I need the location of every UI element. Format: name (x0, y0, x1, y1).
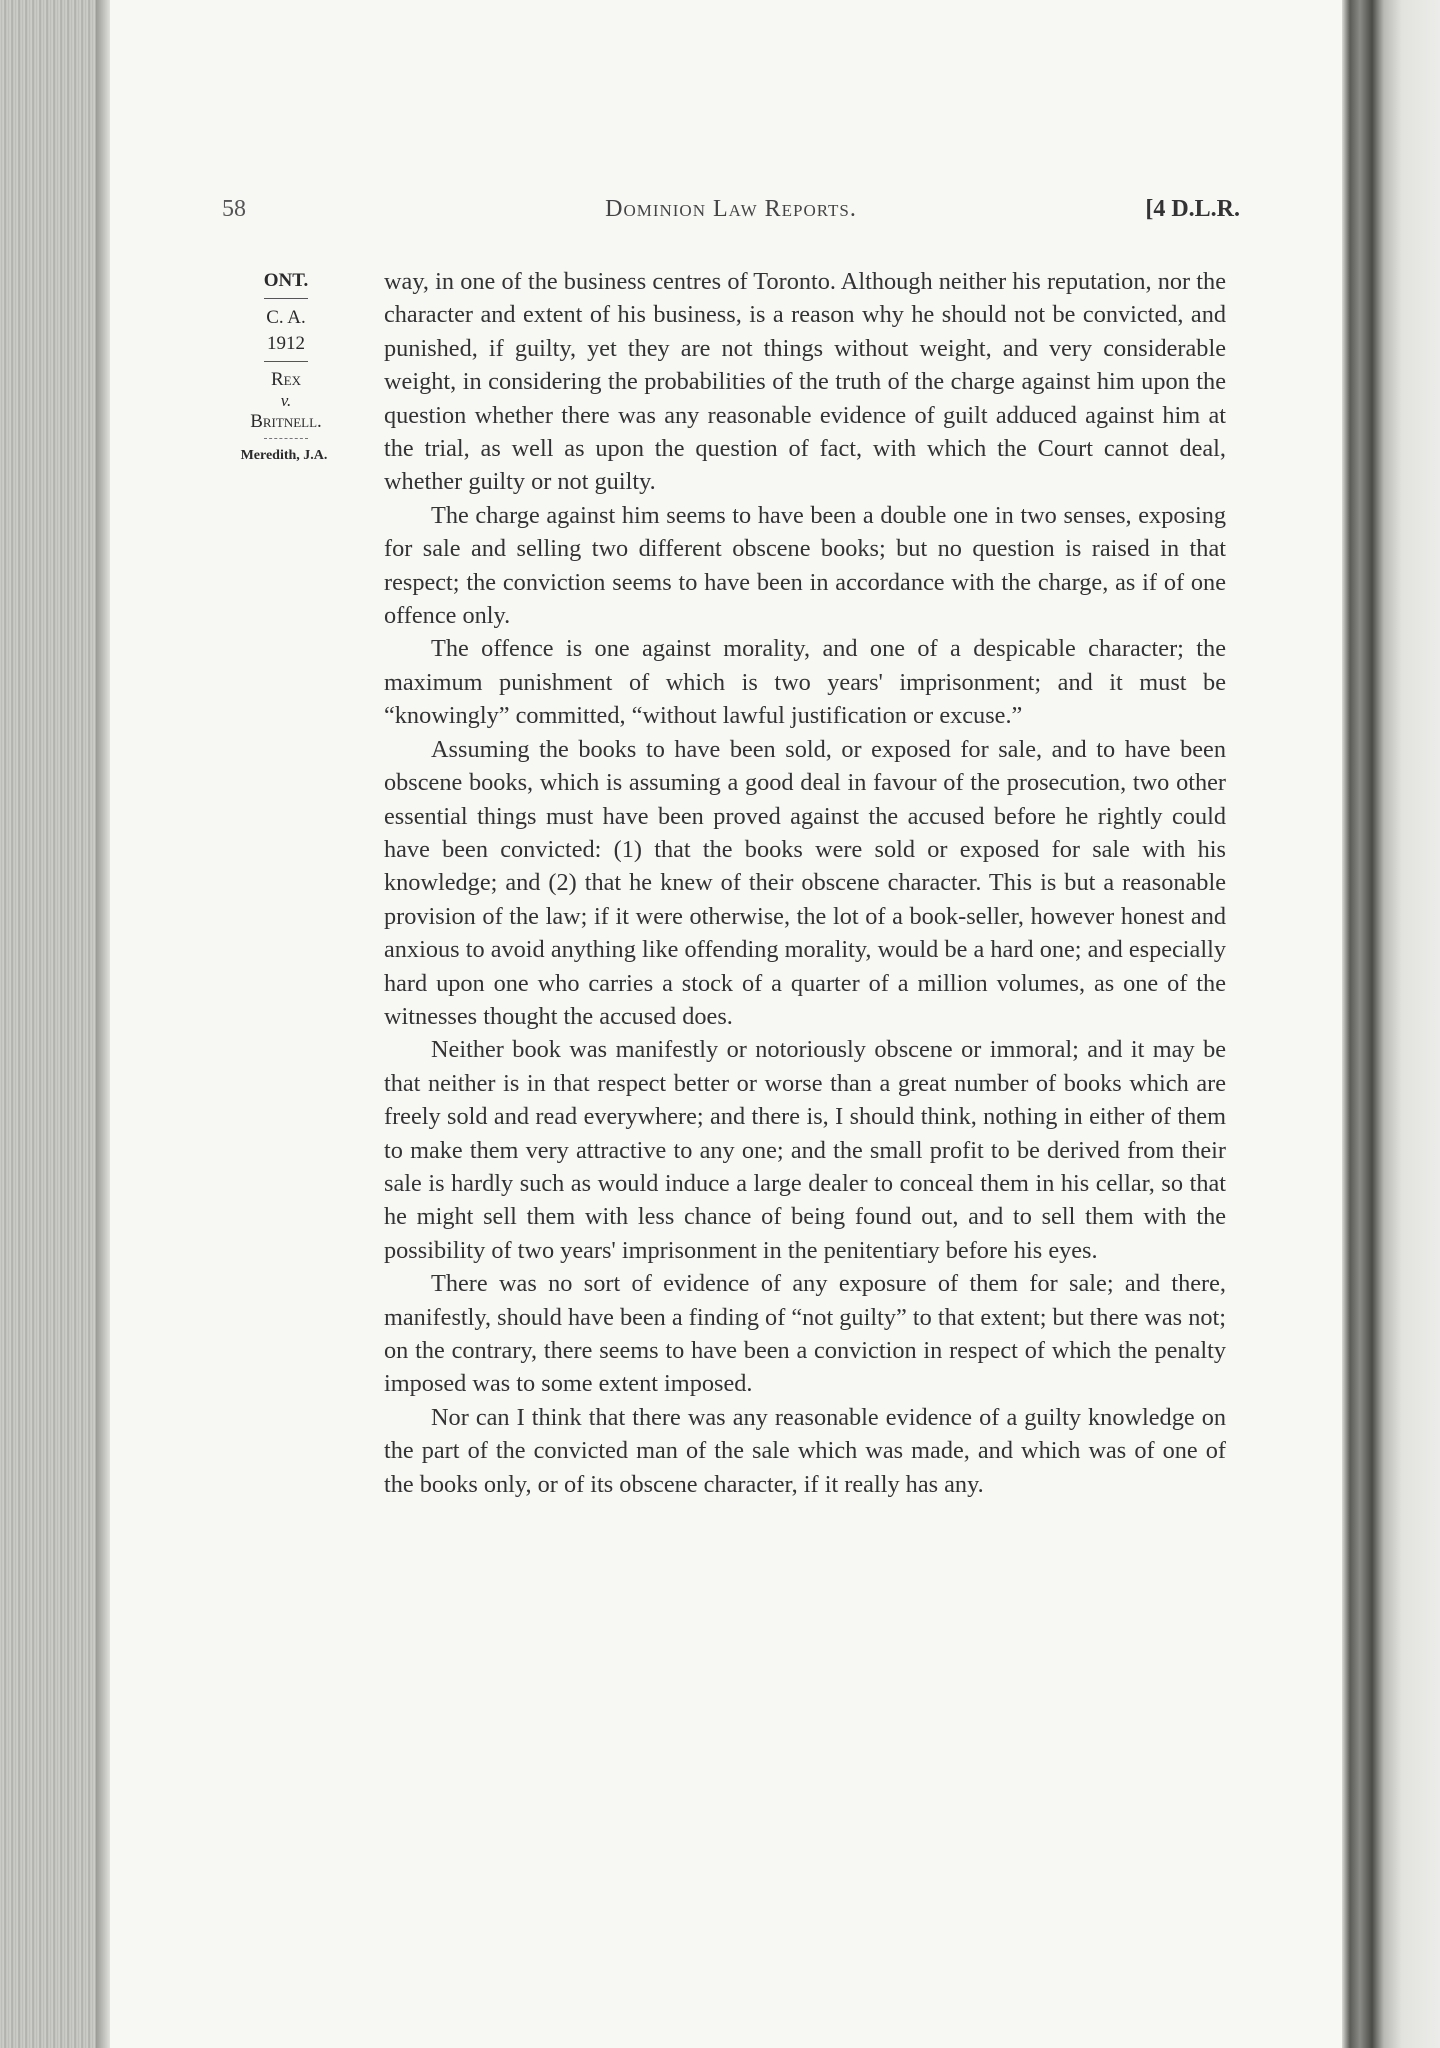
paragraph: The charge against him seems to have been a double one in two senses, exposing for sale and selling two different obscene books; but no question is raised in that respect; the conviction seems to have been in accordance with the charge, as if of one offence only. (384, 501, 1226, 630)
divider (264, 298, 308, 299)
divider (264, 361, 308, 362)
court-note: C. A. (266, 307, 306, 328)
paragraph: way, in one of the business centres of Toronto. Although neither his reputation, nor the character and extent of his business, is a reason why he should not be convicted, and punished, if guilty, yet they are not things without weight, and very considerable weight, in considering the probabilities of the truth of the charge against him upon the question whether there was any reasonable evidence of guilt adduced against him at the trial, as well as upon the question of fact, with which the Court cannot deal, whether guilty or not guilty. (384, 268, 1226, 496)
judge-note: Meredith, J.A. (240, 448, 328, 463)
page-number: 58 (222, 196, 246, 222)
body-text (384, 265, 1226, 1501)
jurisdiction-note: ONT. (263, 270, 309, 291)
paragraph: Neither book was manifestly or notoriously obscene or immoral; and it may be that neither is in that respect better or worse than a great number of books which are freely sold and read everywhere; and there is, I should think, nothing in either of them to make them very attractive to any one; and the small profit to be derived from their sale is hardly such as would induce a large dealer to conceal them in his cellar, so that he might sell them with less chance of being found out, and to sell them with the possibility of two years' imprisonment in the penitentiary before his eyes. (384, 1036, 1226, 1264)
versus-note: v. (280, 391, 292, 410)
margin-notes (222, 268, 350, 467)
page-header (222, 196, 1240, 230)
year-note: 1912 (267, 333, 305, 354)
paragraph: Nor can I think that there was any reasonable evidence of a guilty knowledge on the part of the convicted man of the sale which was made, and which was of one of the books only, or of its obscene character, if it really has any. (384, 1403, 1226, 1498)
paragraph: The offence is one against morality, and one of a despicable character; the maximum punishment of which is two years' imprisonment; and it must be “knowingly” committed, “without lawful justification or excuse.” (384, 635, 1226, 730)
divider (264, 438, 308, 439)
party-two: Britnell. (250, 411, 322, 432)
book-left-edge (0, 0, 110, 2048)
paragraph: Assuming the books to have been sold, or exposed for sale, and to have been obscene books, which is assuming a good deal in favour of the prosecution, two other essential things must have been proved against the accused before he rightly could have been convicted: (1) that the books were sold or exposed for sale with his knowledge; and (2) that he knew of their obscene character. This is but a reasonable provision of the law; if it were otherwise, the lot of a book-seller, however honest and anxious to avoid anything like offending morality, would be a hard one; and especially hard upon one who carries a stock of a quarter of a million volumes, as one of the witnesses thought the accused does. (384, 735, 1226, 1030)
running-title: Dominion Law Reports. (605, 196, 857, 222)
paragraph: There was no sort of evidence of any exposure of them for sale; and there, manifestly, should have been a finding of “not guilty” to that extent; but there was not; on the contrary, there seems to have been a conviction in respect of which the penalty imposed was to some extent imposed. (384, 1270, 1226, 1398)
book-right-edge (1342, 0, 1440, 2048)
party-one: Rex (270, 369, 301, 390)
volume-reference: [4 D.L.R. (1145, 196, 1240, 222)
